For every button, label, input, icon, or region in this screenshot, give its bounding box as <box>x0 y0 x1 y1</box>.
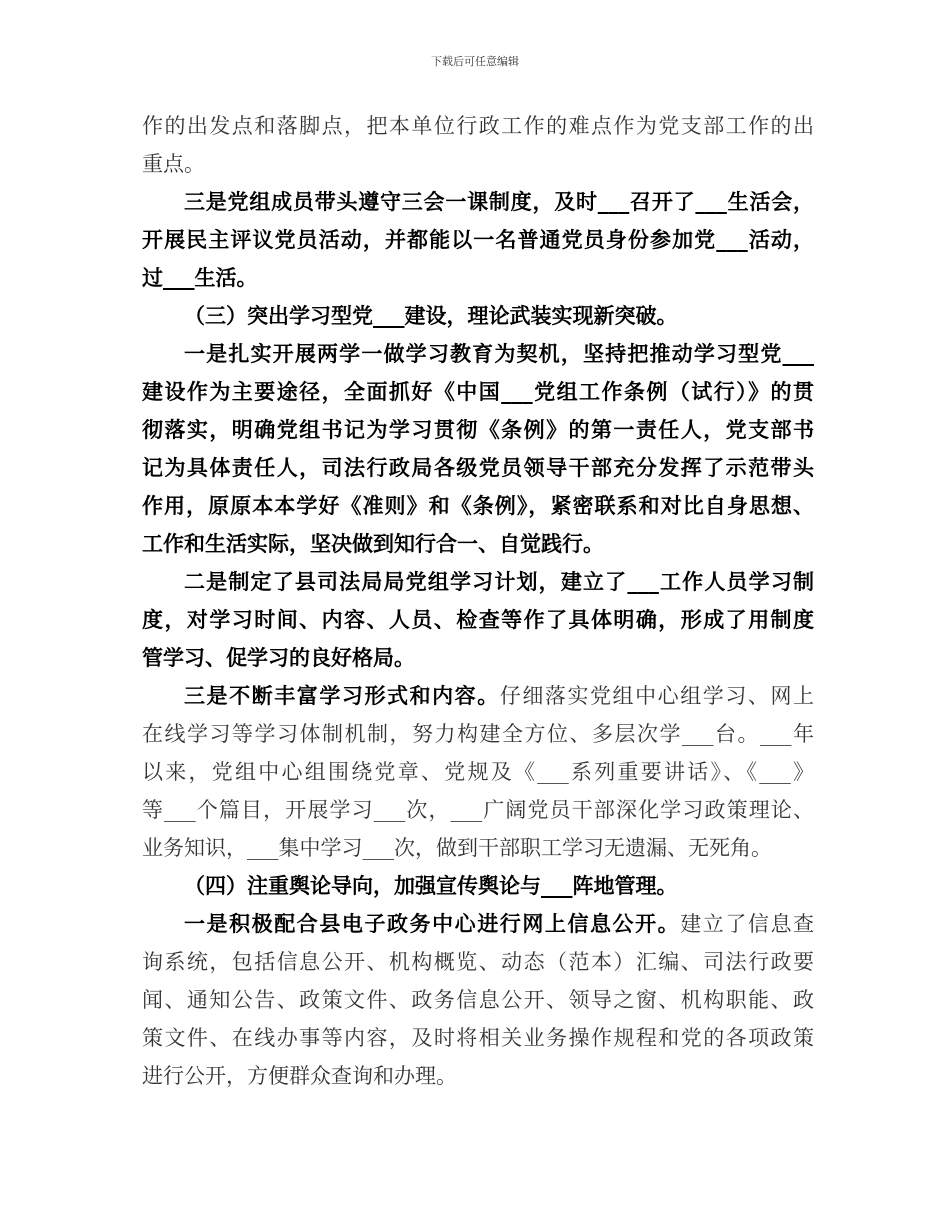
text-line <box>142 1057 814 1095</box>
page-header: 下载后可任意编辑 <box>431 55 519 68</box>
text-line <box>142 297 814 335</box>
text-segment: 建立了信息查 <box>680 912 815 936</box>
text-line <box>142 677 814 715</box>
text-segment: 重点。 <box>142 152 205 176</box>
text-segment: （三）突出学习型党___建设，理论武装实现新突破。 <box>184 303 678 328</box>
text-line <box>142 411 814 449</box>
text-segment: 二是制定了县司法局局党组学习计划，建立了___工作人员学习制 <box>184 569 814 594</box>
text-segment: 进行公开，方便群众查询和办理。 <box>142 1064 457 1088</box>
document-body <box>142 107 814 1095</box>
text-line <box>142 221 814 259</box>
text-line <box>142 791 814 829</box>
text-line <box>142 1019 814 1057</box>
text-line <box>142 145 814 183</box>
text-segment: 彻落实，明确党组书记为学习贯彻《条例》的第一责任人，党支部书 <box>142 417 814 442</box>
text-segment: 建设作为主要途径，全面抓好《中国___党组工作条例（试行）》的贯 <box>142 379 814 404</box>
text-line <box>142 107 814 145</box>
text-line <box>142 943 814 981</box>
lead-phrase: 一是积极配合县电子政务中心进行网上信息公开。 <box>184 911 681 936</box>
text-line <box>142 715 814 753</box>
text-line <box>142 525 814 563</box>
text-line <box>142 183 814 221</box>
text-line <box>142 563 814 601</box>
text-segment: 工作和生活实际，坚决做到知行合一、自觉践行。 <box>142 531 604 556</box>
text-line <box>142 373 814 411</box>
text-line <box>142 981 814 1019</box>
text-segment: 管学习、促学习的良好格局。 <box>142 645 415 670</box>
text-line <box>142 601 814 639</box>
text-segment: 闻、通知公告、政策文件、政务信息公开、领导之窗、机构职能、政 <box>142 988 814 1012</box>
text-line <box>142 449 814 487</box>
text-segment: 度，对学习时间、内容、人员、检查等作了具体明确，形成了用制度 <box>142 607 814 632</box>
text-line <box>142 639 814 677</box>
lead-phrase: 三是不断丰富学习形式和内容。 <box>184 683 500 708</box>
text-segment: 过___生活。 <box>142 265 258 290</box>
text-segment: （四）注重舆论导向，加强宣传舆论与___阵地管理。 <box>184 873 678 898</box>
text-line <box>142 867 814 905</box>
text-line <box>142 753 814 791</box>
text-segment: 记为具体责任人，司法行政局各级党员领导干部充分发挥了示范带头 <box>142 455 814 480</box>
text-segment: 询系统，包括信息公开、机构概览、动态（范本）汇编、司法行政要 <box>142 950 814 974</box>
text-line <box>142 335 814 373</box>
text-segment: 开展民主评议党员活动，并都能以一名普通党员身份参加党___活动， <box>142 227 814 252</box>
text-segment: 等___个篇目，开展学习___次，___广阔党员干部深化学习政策理论、 <box>142 798 814 822</box>
text-segment: 以来，党组中心组围绕党章、党规及《___系列重要讲话》、《___》 <box>142 760 814 784</box>
text-line <box>142 259 814 297</box>
text-segment: 策文件、在线办事等内容，及时将相关业务操作规程和党的各项政策 <box>142 1026 814 1050</box>
text-segment: 业务知识，___集中学习___次，做到干部职工学习无遗漏、无死角。 <box>142 836 772 860</box>
text-line <box>142 905 814 943</box>
text-segment: 三是党组成员带头遵守三会一课制度，及时___召开了___生活会， <box>184 189 814 214</box>
text-line <box>142 487 814 525</box>
text-segment: 一是扎实开展两学一做学习教育为契机，坚持把推动学习型党___ <box>184 341 814 366</box>
text-line <box>142 829 814 867</box>
text-segment: 仔细落实党组中心组学习、网上 <box>499 684 815 708</box>
text-segment: 作用，原原本本学好《准则》和《条例》，紧密联系和对比自身思想、 <box>142 493 814 518</box>
text-segment: 在线学习等学习体制机制，努力构建全方位、多层次学___台。___年 <box>142 722 814 746</box>
text-segment: 作的出发点和落脚点，把本单位行政工作的难点作为党支部工作的出 <box>142 114 814 138</box>
